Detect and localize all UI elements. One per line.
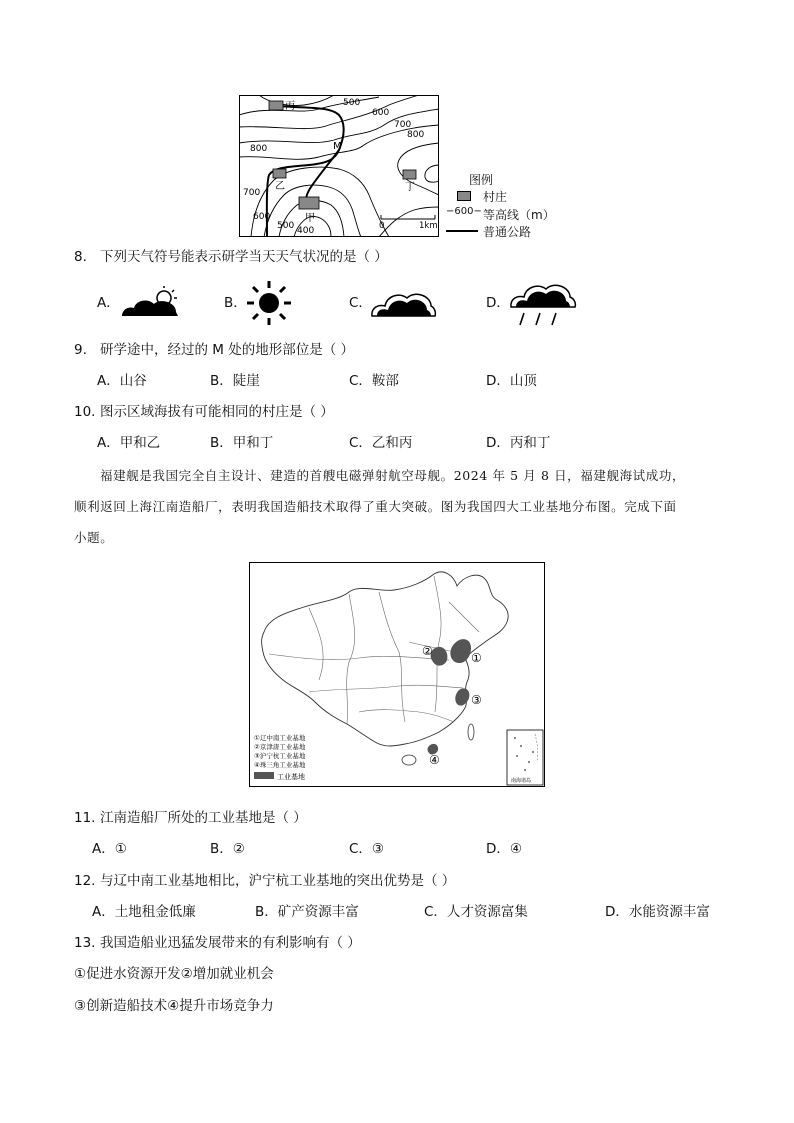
q11-option-b[interactable]: B．② <box>210 841 245 857</box>
village-jia-label: 甲 <box>305 213 315 224</box>
q8-option-a[interactable] <box>97 294 120 312</box>
q8-option-b[interactable] <box>224 294 247 312</box>
legend-title: 图例 <box>469 173 494 187</box>
q11-option-a[interactable]: A．① <box>92 841 127 857</box>
legend-contour-label: 等高线（m） <box>483 208 555 222</box>
village-ding-label: 丁 <box>405 182 415 193</box>
taiwan-island <box>468 724 474 740</box>
q10-option-d[interactable]: D．丙和丁 <box>486 435 551 451</box>
partly-cloudy-icon <box>118 284 184 320</box>
marker-1: ① <box>471 651 482 665</box>
village-yi-marker <box>273 169 286 178</box>
map-legend-item: ①辽中南工业基地 <box>254 734 306 742</box>
village-ding-marker <box>403 170 416 179</box>
q10-option-c[interactable]: C．乙和丙 <box>349 435 413 451</box>
legend-village-swatch <box>457 191 471 201</box>
q13-items-line-2: ③创新造船技术④提升市场竞争力 <box>74 998 274 1014</box>
topographic-map-svg <box>239 95 439 237</box>
map-legend-swatch <box>254 772 274 779</box>
q12-option-a[interactable]: A．土地租金低廉 <box>92 904 196 920</box>
legend-contour-value: 600 <box>454 206 474 217</box>
q9-option-b[interactable]: B．陡崖 <box>210 373 260 389</box>
passage-line: 福建舰是我国完全自主设计、建造的首艘电磁弹射航空母舰。2024 年 5 月 8 日，福建舰海试成功， <box>100 468 686 483</box>
village-bing-label: 丙 <box>285 101 295 112</box>
question-number: 8. <box>74 249 87 265</box>
question-13 <box>74 934 361 952</box>
hainan-island <box>402 755 416 765</box>
map-legend-item: ④珠三角工业基地 <box>254 761 306 769</box>
q9-option-c[interactable]: C．鞍部 <box>349 373 399 389</box>
contour-number: 700 <box>243 188 261 198</box>
question-text: 与辽中南工业基地相比，沪宁杭工业基地的突出优势是（ ） <box>100 873 456 889</box>
q12-option-d[interactable]: D．水能资源丰富 <box>605 904 710 920</box>
contour-number: 500 <box>343 98 361 108</box>
contour-number: 800 <box>407 130 425 140</box>
contour-number: 600 <box>372 108 390 118</box>
question-text: 江南造船厂所处的工业基地是（ ） <box>100 810 307 826</box>
question-number: 9. <box>74 342 87 358</box>
q9-option-d[interactable]: D．山顶 <box>486 373 537 389</box>
contour-number: 700 <box>394 120 412 130</box>
cloudy-icon <box>369 286 437 318</box>
china-map-svg <box>249 562 545 787</box>
question-number: 11. <box>74 810 96 826</box>
question-12 <box>74 872 455 890</box>
q8-option-d[interactable] <box>486 294 510 312</box>
contour-number: 500 <box>277 221 295 231</box>
legend-road-label: 普通公路 <box>483 225 532 239</box>
marker-3: ③ <box>471 693 482 707</box>
legend-village-label: 村庄 <box>483 190 508 204</box>
south-china-sea-inset <box>507 730 543 785</box>
question-number: 12. <box>74 873 96 889</box>
q12-option-b[interactable]: B．矿产资源丰富 <box>255 904 359 920</box>
question-10 <box>74 403 334 421</box>
q10-option-a[interactable]: A．甲和乙 <box>97 435 161 451</box>
q9-option-a[interactable]: A．山谷 <box>97 373 147 389</box>
question-text: 下列天气符号能表示研学当天天气状况的是（ ） <box>100 249 388 265</box>
map-legend-item: ②京津唐工业基地 <box>254 743 306 751</box>
sunny-icon <box>246 280 292 326</box>
point-m-label: M <box>333 141 342 152</box>
q11-option-c[interactable]: C．③ <box>349 841 385 857</box>
option-label: A． <box>97 295 120 311</box>
q12-option-c[interactable]: C．人才资源富集 <box>424 904 528 920</box>
contour-number: 600 <box>253 212 271 222</box>
option-label: C． <box>349 295 372 311</box>
scale-zero-label: 0 <box>379 221 385 231</box>
question-9 <box>74 341 354 359</box>
question-11 <box>74 809 307 827</box>
village-bing-marker <box>269 101 283 110</box>
q11-option-d[interactable]: D．④ <box>486 841 522 857</box>
map-legend-item: ③沪宁杭工业基地 <box>254 752 306 760</box>
legend-contour-sample: −600− <box>446 206 482 217</box>
question-text: 我国造船业迅猛发展带来的有利影响有（ ） <box>100 935 361 951</box>
passage-line: 顺利返回上海江南造船厂，表明我国造船技术取得了重大突破。图为我国四大工业基地分布图。完成下面 <box>74 499 677 514</box>
question-text: 研学途中，经过的 M 处的地形部位是（ ） <box>100 342 355 358</box>
question-8 <box>74 248 388 266</box>
question-number: 10. <box>74 404 96 420</box>
question-number: 13. <box>74 935 96 951</box>
contour-number: 400 <box>297 226 315 236</box>
legend-road-swatch <box>446 230 478 232</box>
rain-icon <box>508 281 578 329</box>
inset-label: 南海诸岛 <box>511 778 532 784</box>
topographic-map <box>239 95 439 237</box>
marker-2: ② <box>422 644 433 658</box>
contour-number: 800 <box>250 144 268 154</box>
option-label: D． <box>486 295 510 311</box>
marker-4: ④ <box>429 753 440 767</box>
question-text: 图示区域海拔有可能相同的村庄是（ ） <box>100 404 334 420</box>
map-legend-key: 工业基地 <box>277 773 305 781</box>
china-industrial-map <box>249 562 545 787</box>
scale-end-label: 1km <box>419 221 438 231</box>
option-label: B． <box>224 295 247 311</box>
passage <box>74 460 734 553</box>
passage-line: 小题。 <box>74 530 114 545</box>
q10-option-b[interactable]: B．甲和丁 <box>210 435 274 451</box>
village-yi-label: 乙 <box>275 181 285 192</box>
village-jia-marker <box>299 197 319 209</box>
q13-items-line-1: ①促进水资源开发②增加就业机会 <box>74 966 274 982</box>
